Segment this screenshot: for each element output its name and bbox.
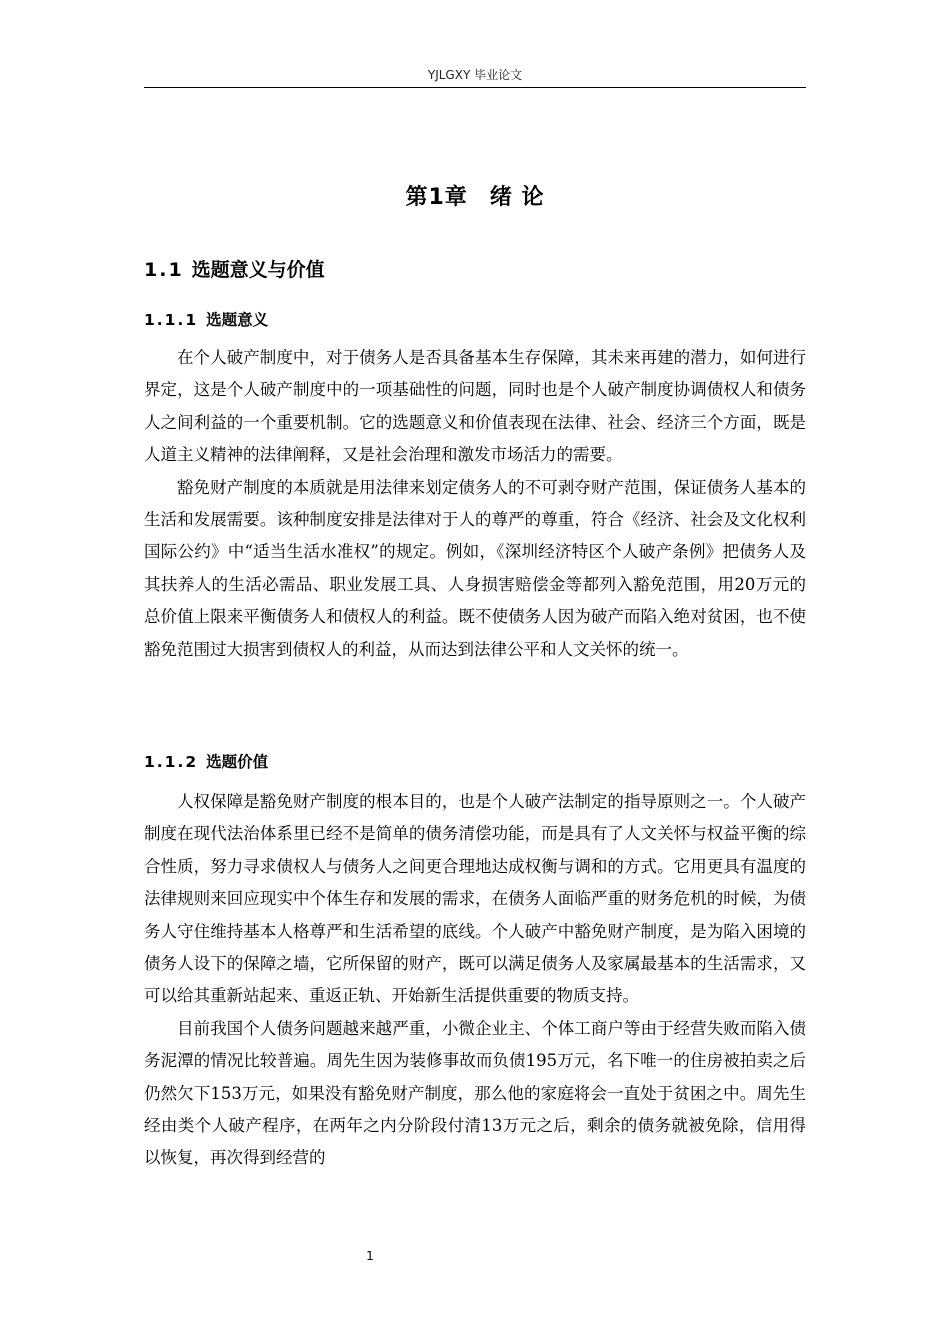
subsection-body-1-1-2 bbox=[144, 786, 806, 1175]
subsection-number: 1.1.1 bbox=[144, 311, 199, 329]
subsection-title: 选题价值 bbox=[206, 753, 269, 771]
subsection-body-1-1-1 bbox=[144, 342, 806, 666]
subsection-title: 选题意义 bbox=[206, 311, 269, 329]
page-header: YJLGXY 毕业论文 bbox=[427, 68, 523, 82]
section-heading-1-1 bbox=[144, 255, 325, 282]
section-number: 1.1 bbox=[144, 259, 184, 281]
paragraph: 人权保障是豁免财产制度的根本目的，也是个人破产法制定的指导原则之一。个人破产制度在现代法治体系里已经不是简单的债务清偿功能，而是具有了人文关怀与权益平衡的综合性质，努力寻求债权人与债务人之间更合理地达成权衡与调和的方式。它用更具有温度的法律规则来回应现实中个体生存和发展的需求，在债务人面临严重的财务危机的时候，为债务人守住维持基本人格尊严和生活希望的底线。个人破产中豁免财产制度，是为陷入困境的债务人设下的保障之墙，它所保留的财产，既可以满足债务人及家属最基本的生活需求，又可以给其重新站起来、重返正轨、开始新生活提供重要的物质支持。 bbox=[144, 792, 806, 1006]
subsection-heading-1-1-2 bbox=[144, 750, 268, 772]
chapter-title bbox=[144, 180, 806, 211]
subsection-heading-1-1-1 bbox=[144, 308, 268, 330]
page-number: 1 bbox=[366, 1249, 374, 1263]
subsection-number: 1.1.2 bbox=[144, 753, 199, 771]
section-title: 选题意义与价值 bbox=[191, 259, 325, 281]
paragraph: 在个人破产制度中，对于债务人是否具备基本生存保障，其未来再建的潜力，如何进行界定，这是个人破产制度中的一项基础性的问题，同时也是个人破产制度协调债权人和债务人之间利益的一个重要机制。它的选题意义和价值表现在法律、社会、经济三个方面，既是人道主义精神的法律阐释，又是社会治理和激发市场活力的需要。 bbox=[144, 348, 806, 465]
paragraph: 豁免财产制度的本质就是用法律来划定债务人的不可剥夺财产范围，保证债务人基本的生活和发展需要。该种制度安排是法律对于人的尊严的尊重，符合《经济、社会及文化权利国际公约》中“适当生活水准权”的规定。例如，《深圳经济特区个人破产条例》把债务人及其扶养人的生活必需品、职业发展工具、人身损害赔偿金等都列入豁免范围，用20万元的总价值上限来平衡债务人和债权人的利益。既不使债务人因为破产而陷入绝对贫困，也不使豁免范围过大损害到债权人的利益，从而达到法律公平和人文关怀的统一。 bbox=[144, 477, 806, 659]
header-rule bbox=[144, 87, 806, 88]
chapter-name: 绪 论 bbox=[489, 185, 545, 210]
paragraph: 目前我国个人债务问题越来越严重，小微企业主、个体工商户等由于经营失败而陷入债务泥潭的情况比较普遍。周先生因为装修事故而负债195万元，名下唯一的住房被拍卖之后仍然欠下153万元，如果没有豁免财产制度，那么他的家庭将会一直处于贫困之中。周先生经由类个人破产程序，在两年之内分阶段付清13万元之后，剩余的债务就被免除，信用得以恢复，再次得到经营的 bbox=[144, 1018, 806, 1168]
chapter-number: 第1章 bbox=[405, 185, 468, 210]
